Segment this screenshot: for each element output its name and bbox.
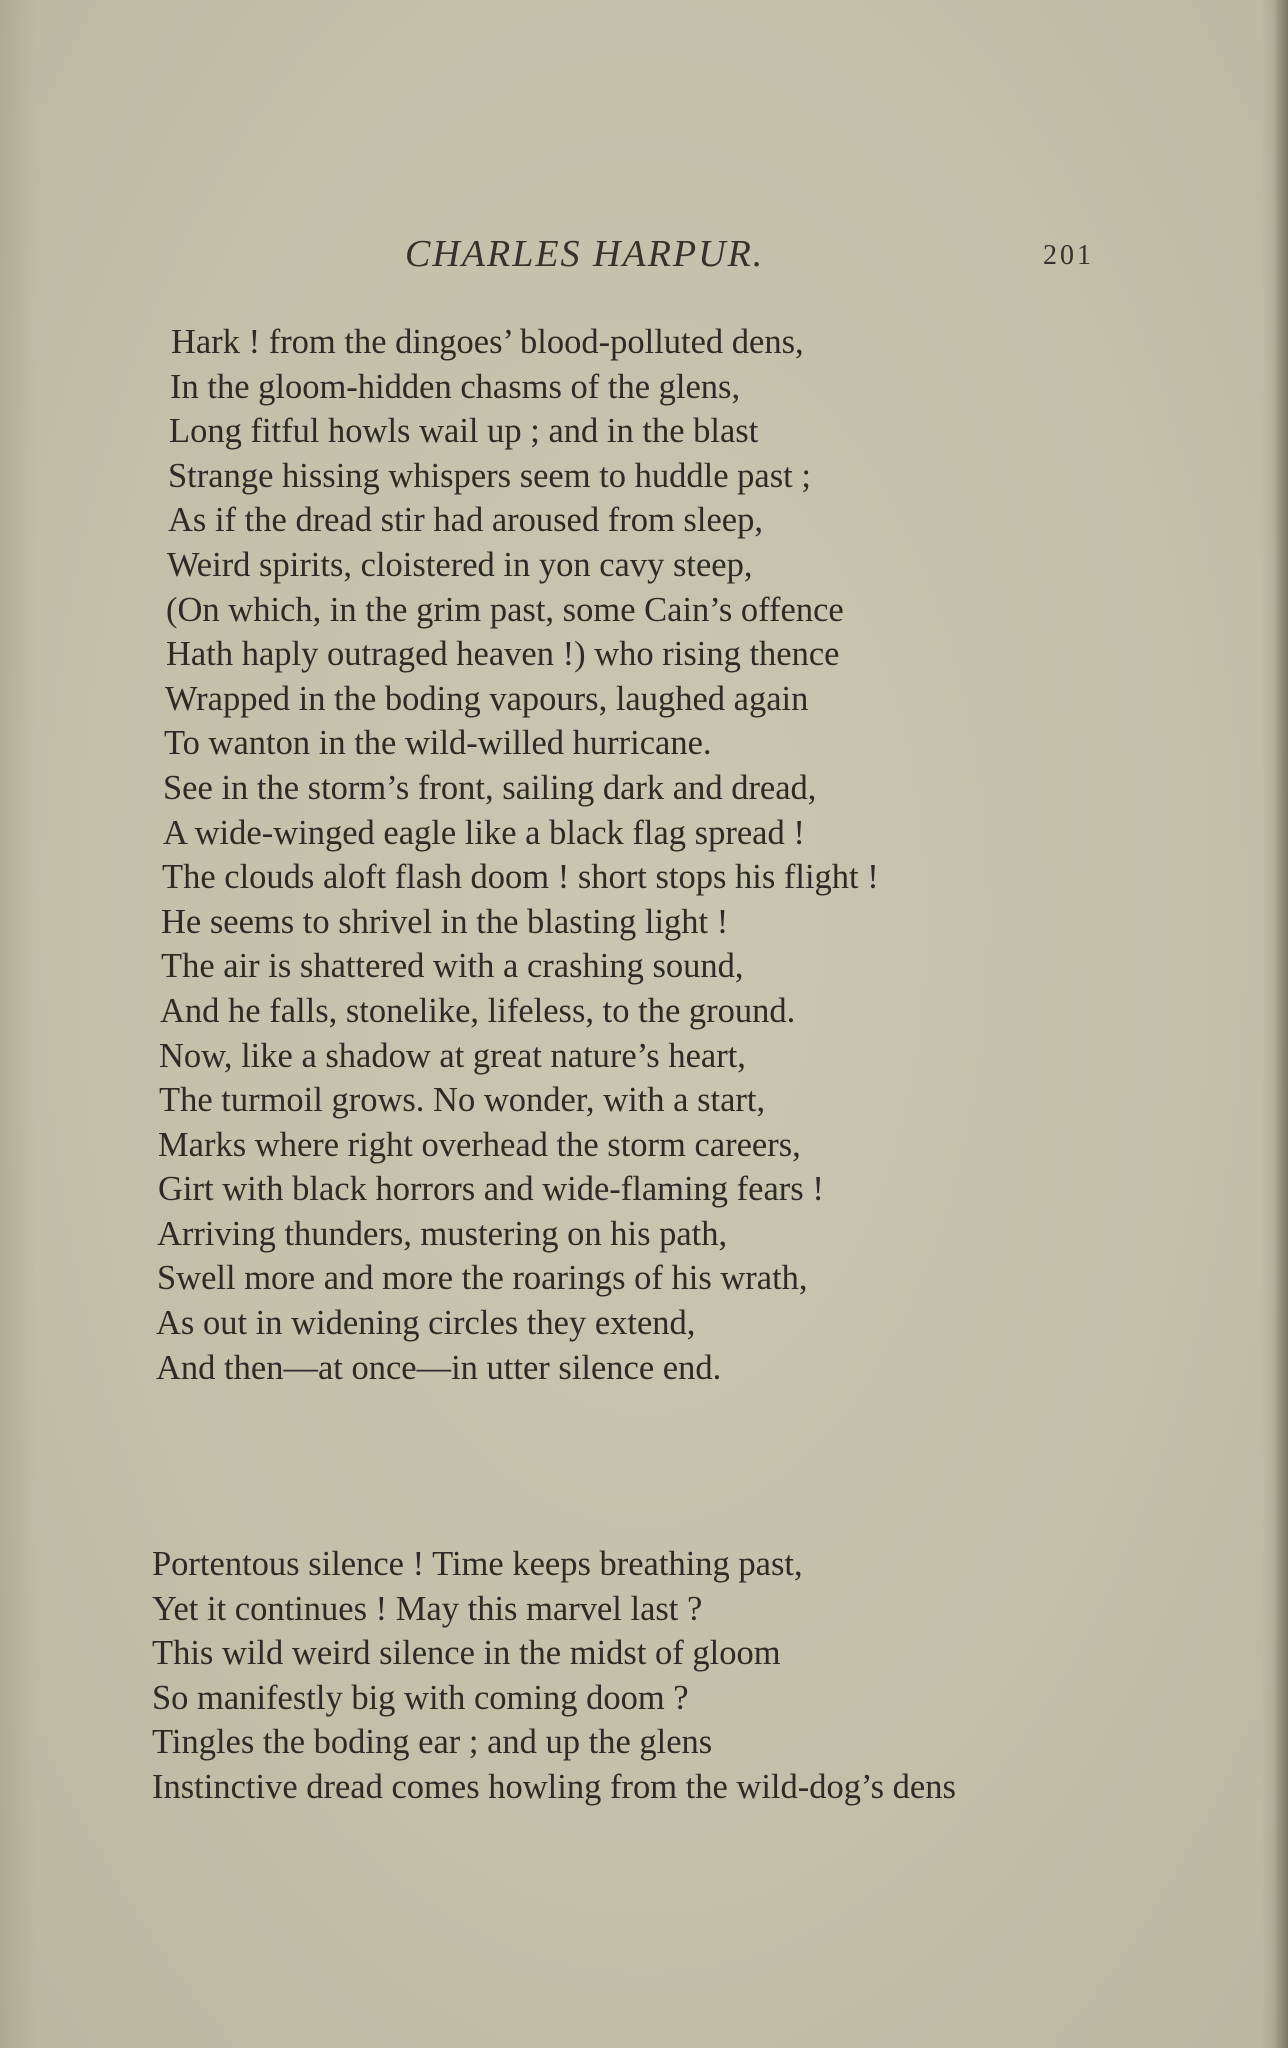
- page-edge: [1274, 0, 1288, 2048]
- poem-line: As if the dread stir had aroused from sleep,: [168, 501, 763, 540]
- poem-line: Long fitful howls wail up ; and in the blast: [169, 412, 759, 451]
- poem-line: Strange hissing whispers seem to huddle past ;: [168, 456, 811, 495]
- poem-line: Hath haply outraged heaven !) who rising thence: [166, 635, 840, 674]
- poem-line: Portentous silence ! Time keeps breathing past,: [152, 1545, 803, 1583]
- poem-line: Girt with black horrors and wide-flaming fears !: [158, 1170, 824, 1209]
- poem-line: The air is shattered with a crashing sound,: [161, 947, 744, 986]
- poem-line: Instinctive dread comes howling from the wild-dog’s dens: [152, 1767, 956, 1806]
- poem-line: Now, like a shadow at great nature’s heart,: [159, 1036, 746, 1075]
- poem-line: He seems to shrivel in the blasting light !: [161, 902, 729, 941]
- poem-line: In the gloom-hidden chasms of the glens,: [170, 367, 741, 406]
- poem-line: The turmoil grows. No wonder, with a start,: [159, 1081, 766, 1120]
- poem-line: Hark ! from the dingoes’ blood-polluted dens,: [171, 323, 804, 361]
- poem-line: And he falls, stonelike, lifeless, to the ground.: [160, 991, 796, 1030]
- poem-line: And then—at once—in utter silence end.: [156, 1348, 722, 1387]
- poem-line: A wide-winged eagle like a black flag spread !: [163, 813, 805, 852]
- stanza-2: [152, 1542, 956, 1810]
- running-head: [150, 232, 1100, 282]
- page-number: 201: [1043, 240, 1094, 271]
- poem-line: So manifestly big with coming doom ?: [152, 1678, 689, 1717]
- poem-line: Wrapped in the boding vapours, laughed again: [165, 679, 809, 718]
- poem-line: Weird spirits, cloistered in yon cavy steep,: [167, 545, 753, 584]
- poem-line: See in the storm’s front, sailing dark and dread,: [163, 768, 817, 807]
- running-title: CHARLES HARPUR.: [405, 233, 765, 275]
- poem-line: (On which, in the grim past, some Cain’s offence: [166, 590, 844, 629]
- poem-line: This wild weird silence in the midst of gloom: [152, 1634, 781, 1673]
- poem-line: Swell more and more the roarings of his wrath,: [157, 1259, 808, 1298]
- poem-line: The clouds aloft flash doom ! short stops his flight !: [162, 858, 879, 897]
- poem-line: Arriving thunders, mustering on his path,: [157, 1214, 728, 1253]
- poem-line: As out in widening circles they extend,: [156, 1304, 696, 1343]
- stanza-1: [156, 320, 879, 1390]
- poem-line: Yet it continues ! May this marvel last ?: [152, 1589, 703, 1628]
- poem-line: Tingles the boding ear ; and up the glens: [152, 1723, 713, 1762]
- poem-line: To wanton in the wild-willed hurricane.: [164, 724, 712, 763]
- poem-line: Marks where right overhead the storm careers,: [158, 1125, 801, 1164]
